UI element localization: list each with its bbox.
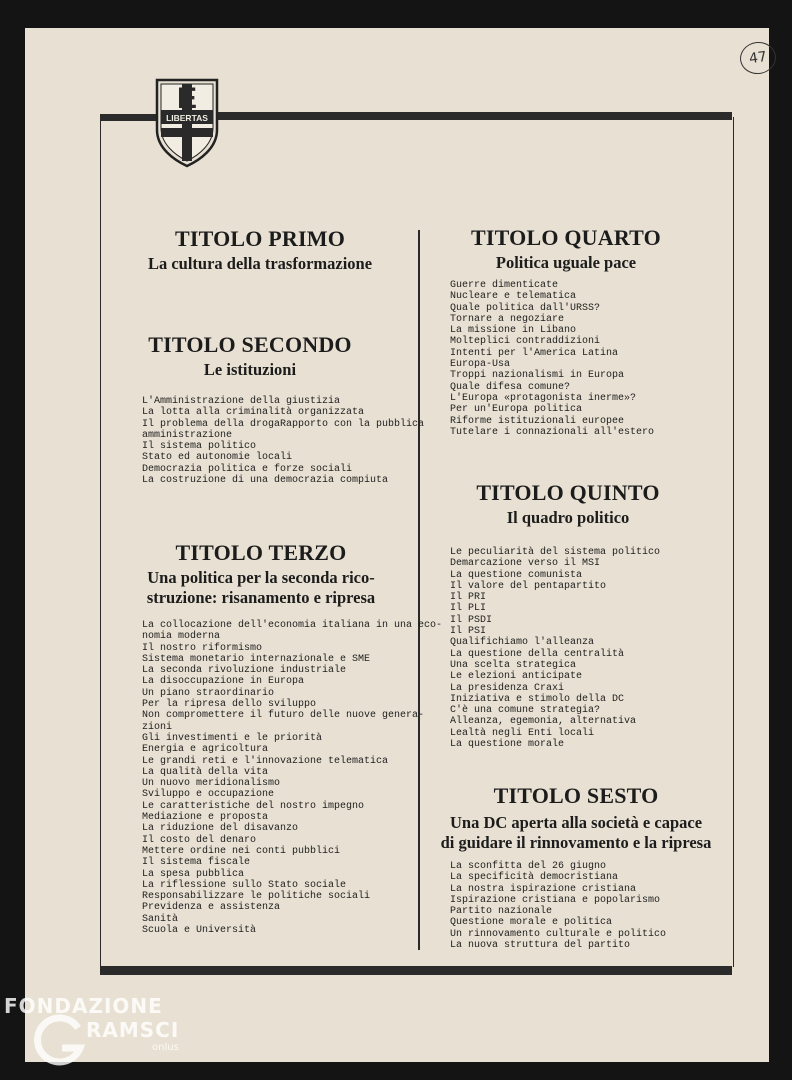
logo-text: LIBERTAS [166,113,208,123]
list-item: Energia e agricoltura [142,744,269,756]
list-item: Europa-Usa [450,359,511,371]
list-item: zioni [142,721,173,733]
list-item: Riforme istituzionali europee [450,415,625,427]
list-item: La sconfitta del 26 giugno [450,861,607,872]
list-item: La collocazione dell'economia italiana in una eco- [142,620,443,631]
list-item: La costruzione di una democrazia compiuta [142,475,389,487]
list-item: La presidenza Craxi [450,682,565,694]
section-items-quarto [450,280,654,438]
section-title: TITOLO SECONDO [148,332,352,357]
list-item: Gli investimenti e le priorità [142,732,323,744]
list-item: Sviluppo e occupazione [142,789,275,801]
list-item: Questione morale e politica [450,917,613,929]
list-item: La riflessione sullo Stato sociale [142,879,347,891]
handwritten-page-number: 47 [738,40,778,77]
section-items-sesto [450,861,666,951]
list-item: Ispirazione cristiana e popolarismo [450,894,661,906]
section-titolo-primo [110,226,410,274]
section-subtitle-line-1: Una DC aperta alla società e capace [449,813,703,832]
section-subtitle: La cultura della trasformazione [147,254,373,273]
section-subtitle-line-2: di guidare il rinnovamento e la ripresa [440,833,712,852]
list-item: Il PRI [450,592,487,604]
list-item: Il PSI [450,626,487,638]
list-item: Iniziativa e stimolo della DC [450,693,625,705]
list-item: La missione in Libano [450,325,577,337]
list-item: La questione comunista [450,569,583,581]
list-item: La riduzione del disavanzo [142,823,299,835]
list-item: Le elezioni anticipate [450,671,583,683]
list-item: Il valore del pentapartito [450,580,607,592]
list-item: C'è una comune strategia? [450,705,601,717]
section-items-secondo [142,396,424,486]
section-subtitle: Politica uguale pace [495,253,637,272]
section-titolo-sesto [420,783,732,853]
list-item: Sistema monetario internazionale e SME [142,653,371,665]
list-item: Il sistema fiscale [142,857,251,869]
list-item: La disoccupazione in Europa [142,676,305,688]
list-item: amministrazione [142,429,233,441]
list-item: Tutelare i connazionali all'estero [450,426,655,438]
list-item: La questione morale [450,739,565,751]
list-item: L'Europa «protagonista inerme»? [450,392,637,404]
list-item: Previdenza e assistenza [142,902,281,914]
section-titolo-quinto [422,480,714,528]
list-item: Nucleare e telematica [450,291,577,303]
libertas-shield-logo [155,78,219,168]
list-item: Stato ed autonomie locali [142,452,293,464]
section-items-quinto [450,547,660,750]
list-item: Un rinnovamento culturale e politico [450,928,667,940]
section-title: TITOLO QUARTO [471,225,661,250]
list-item: Il nostro riformismo [142,642,263,654]
list-item: Alleanza, egemonia, alternativa [450,716,637,728]
list-item: Quale politica dall'URSS? [450,302,601,314]
list-item: La nuova struttura del partito [450,940,631,952]
list-item: Un piano straordinario [142,687,275,699]
list-item: Non compromettere il futuro delle nuove genera- [142,710,425,722]
list-item: Democrazia politica e forze sociali [142,463,353,475]
section-subtitle: Il quadro politico [506,508,630,527]
section-title: TITOLO SESTO [493,783,659,808]
list-item: La nostra ispirazione cristiana [450,883,637,895]
list-item: La questione della centralità [450,648,625,660]
section-titolo-secondo [100,332,400,380]
section-subtitle-line-1: Una politica per la seconda rico- [147,568,375,587]
list-item: Mediazione e proposta [142,812,269,824]
section-title: TITOLO QUINTO [476,480,660,505]
section-title: TITOLO PRIMO [174,226,346,251]
watermark-line-1: FONDAZIONE [4,994,163,1018]
list-item: Una scelta strategica [450,659,577,671]
list-item: Il sistema politico [142,441,257,453]
watermark-line-3: onlus [152,1042,179,1053]
list-item: Il costo del denaro [142,834,257,846]
list-item: Molteplici contraddizioni [450,336,601,348]
top-rule-right [218,112,732,120]
list-item: Demarcazione verso il MSI [450,558,601,570]
list-item: Le caratteristiche del nostro impegno [142,800,365,812]
section-title: TITOLO TERZO [175,540,347,565]
top-rule-left [100,114,156,121]
section-titolo-quarto [420,225,712,273]
list-item: Quale difesa comune? [450,381,571,393]
list-item: La specificità democristiana [450,872,619,884]
section-items-terzo [142,620,442,936]
list-item: Partito nazionale [450,906,553,918]
section-subtitle: Le istituzioni [203,360,297,379]
list-item: Un nuovo meridionalismo [142,778,281,790]
list-item: Il PLI [450,603,487,615]
section-titolo-terzo [110,540,412,608]
fondazione-gramsci-watermark [4,992,204,1072]
list-item: Le peculiarità del sistema politico [450,547,661,558]
list-item: nomia moderna [142,631,221,643]
list-item: Le grandi reti e l'innovazione telematica [142,755,389,767]
list-item: Qualifichiamo l'alleanza [450,637,595,649]
list-item: Responsabilizzare le politiche sociali [142,891,371,903]
list-item: Lealtà negli Enti locali [450,727,595,739]
list-item: La seconda rivoluzione industriale [142,665,347,677]
watermark-g-logo-icon [32,1014,88,1070]
list-item: L'Amministrazione della giustizia [142,396,341,407]
list-item: Scuola e Università [142,925,257,937]
list-item: La spesa pubblica [142,868,245,880]
list-item: Il problema della drogaRapporto con la pubblica [142,418,425,430]
bottom-rule [100,966,732,975]
list-item: Tornare a negoziare [450,313,565,325]
list-item: Sanità [142,913,179,925]
list-item: Per la ripresa dello sviluppo [142,699,317,711]
list-item: La qualità della vita [142,766,269,778]
list-item: Mettere ordine nei conti pubblici [142,845,341,857]
list-item: Guerre dimenticate [450,280,559,291]
list-item: Intenti per l'America Latina [450,347,619,359]
list-item: Per un'Europa politica [450,404,583,416]
watermark-line-2: RAMSCI [86,1018,180,1042]
list-item: Il PSDI [450,614,493,626]
section-subtitle-line-2: struzione: risanamento e ripresa [146,588,376,607]
logo-letter: E [176,82,198,115]
list-item: Troppi nazionalismi in Europa [450,370,625,382]
list-item: La lotta alla criminalità organizzata [142,407,365,419]
